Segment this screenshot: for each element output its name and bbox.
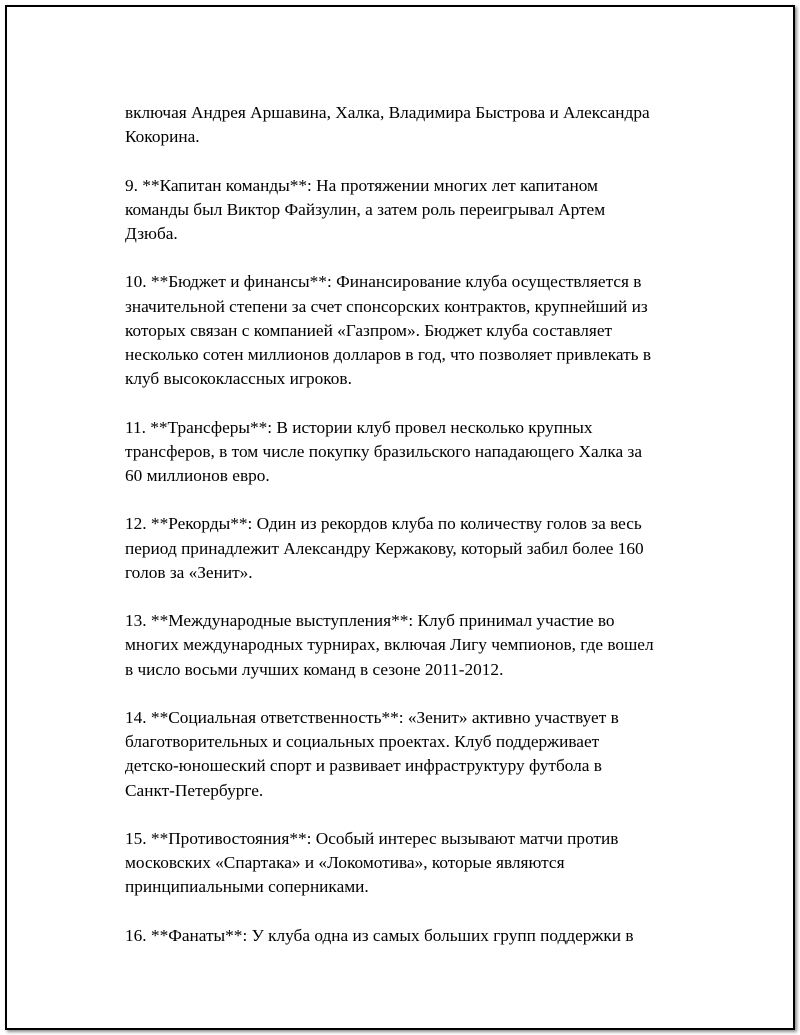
text-line: 10. **Бюджет и финансы**: Финансирование клуба осуществляется в [125,272,642,292]
text-line: принципиальными соперниками. [125,877,369,897]
text-line: благотворительных и социальных проектах. Клуб поддерживает [125,732,600,752]
text-line: 11. **Трансферы**: В истории клуб провел несколько крупных [125,417,593,437]
paragraph [125,416,695,489]
text-line: 60 миллионов евро. [125,466,270,485]
paragraph [125,706,695,803]
text-line: 14. **Социальная ответственность**: «Зенит» активно участвует в [125,707,619,727]
text-line: команды был Виктор Файзулин, а затем роль переигрывал Артем [125,199,606,219]
page-frame [5,5,795,1030]
paragraph [125,924,695,948]
text-line: 16. **Фанаты**: У клуба одна из самых больших групп поддержки в [125,925,634,945]
text-line: значительной степени за счет спонсорских контрактов, крупнейший из [125,296,648,316]
text-line: включая Андрея Аршавина, Халка, Владимира Быстрова и Александра [125,103,650,122]
paragraph [125,609,695,682]
text-line: которых связан с компанией «Газпром». Бюджет клуба составляет [125,320,613,340]
text-line: 9. **Капитан команды**: На протяжении многих лет капитаном [125,175,598,195]
text-line: клуб высококлассных игроков. [125,369,352,389]
text-line: 12. **Рекорды**: Один из рекордов клуба по количеству голов за весь [125,514,642,534]
text-line: трансферов, в том числе покупку бразильского нападающего Халка за [125,441,643,461]
paragraph [125,827,695,900]
text-line: детско-юношеский спорт и развивает инфраструктуру футбола в [125,756,602,776]
paragraph [125,174,695,247]
text-line: период принадлежит Александру Кержакову, который забил более 160 [125,538,644,558]
paragraph [125,270,695,391]
document-body [125,101,695,972]
text-line: 15. **Противостояния**: Особый интерес вызывают матчи против [125,828,619,848]
text-line: 13. **Международные выступления**: Клуб принимал участие во [125,611,615,631]
text-line: голов за «Зенит». [125,562,253,582]
text-line: многих международных турнирах, включая Лигу чемпионов, где вошел [125,635,654,655]
text-line: Дзюба. [125,224,178,243]
paragraph [125,512,695,585]
text-line: несколько сотен миллионов долларов в год, что позволяет привлекать в [125,345,651,364]
text-line: в число восьми лучших команд в сезоне 2011-2012. [125,659,504,679]
text-line: московских «Спартака» и «Локомотива», которые являются [125,853,565,873]
paragraph [125,101,695,149]
text-line: Санкт-Петербурге. [125,780,264,800]
text-line: Кокорина. [125,127,200,147]
